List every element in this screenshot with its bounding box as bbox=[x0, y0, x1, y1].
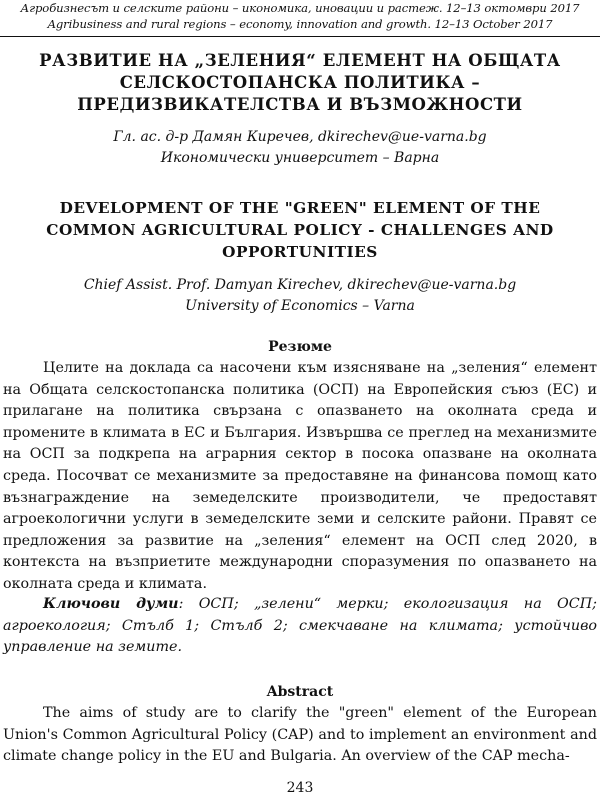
header-divider bbox=[0, 36, 600, 37]
running-header-bg: Агробизнесът и селските райони – икономика, иновации и растеж. 12–13 октомври 2017 bbox=[20, 1, 580, 15]
affiliation-en: University of Economics – Varna bbox=[185, 298, 415, 314]
keywords-list: : ОСП; „зелени“ мерки; екологизация на ОСП; агроекология; Стълб 1; Стълб 2; смекчаване на климата; устойчиво управление на земите. bbox=[3, 596, 597, 656]
resume-text: Целите на доклада са насочени към изясняване на „зеления“ елемент на Общата селскостопанска политика (ОСП) на Европейския съюз (ЕС) и прилагане на политика свързана с опазването на околната среда и промените в климата в ЕС и България. Извършва се преглед на механизмите на ОСП за подкрепа на аграрния сектор в посока опазване на околната среда. Посочват се механизмите за предоставяне на финансова помощ като възнаграждение на земеделските производители, че предоставят агроекологични услуги в земеделските земи и селските райони. Правят се предложения за развитие на „зеления“ елемент на ОСП след 2020, в контекста на възприетите международни споразумения по опазването на околната среда и климата. bbox=[3, 360, 597, 592]
abstract-heading: Abstract bbox=[266, 684, 334, 700]
keywords-label: Ключови думи bbox=[43, 596, 179, 612]
keywords-paragraph bbox=[3, 594, 597, 659]
resume-heading: Резюме bbox=[268, 339, 332, 355]
running-header-en: Agribusiness and rural regions – economy, innovation and growth. 12–13 October 2017 bbox=[47, 17, 553, 31]
page-number: 243 bbox=[286, 780, 314, 796]
abstract-text: The aims of study are to clarify the "green" element of the European Union's Common Agricultural Policy (CAP) and to implement an environment and climate change policy in the EU and Bulgaria. An overview of the CAP mecha- bbox=[3, 705, 597, 765]
paper-title-en: DEVELOPMENT OF THE "GREEN" ELEMENT OF THE COMMON AGRICULTURAL POLICY - CHALLENGES AND OPPORTUNITIES bbox=[46, 199, 554, 261]
author-bg: Гл. ас. д-р Дамян Киречев, dkirechev@ue-varna.bg bbox=[113, 129, 487, 145]
author-en: Chief Assist. Prof. Damyan Kirechev, dkirechev@ue-varna.bg bbox=[83, 277, 517, 293]
affiliation-bg: Икономически университет – Варна bbox=[160, 150, 440, 166]
running-header bbox=[0, 0, 600, 32]
paper-title-bg: РАЗВИТИЕ НА „ЗЕЛЕНИЯ“ ЕЛЕМЕНТ НА ОБЩАТА СЕЛСКОСТОПАНСКА ПОЛИТИКА – ПРЕДИЗВИКАТЕЛСТВА И ВЪЗМОЖНОСТИ bbox=[39, 51, 561, 114]
